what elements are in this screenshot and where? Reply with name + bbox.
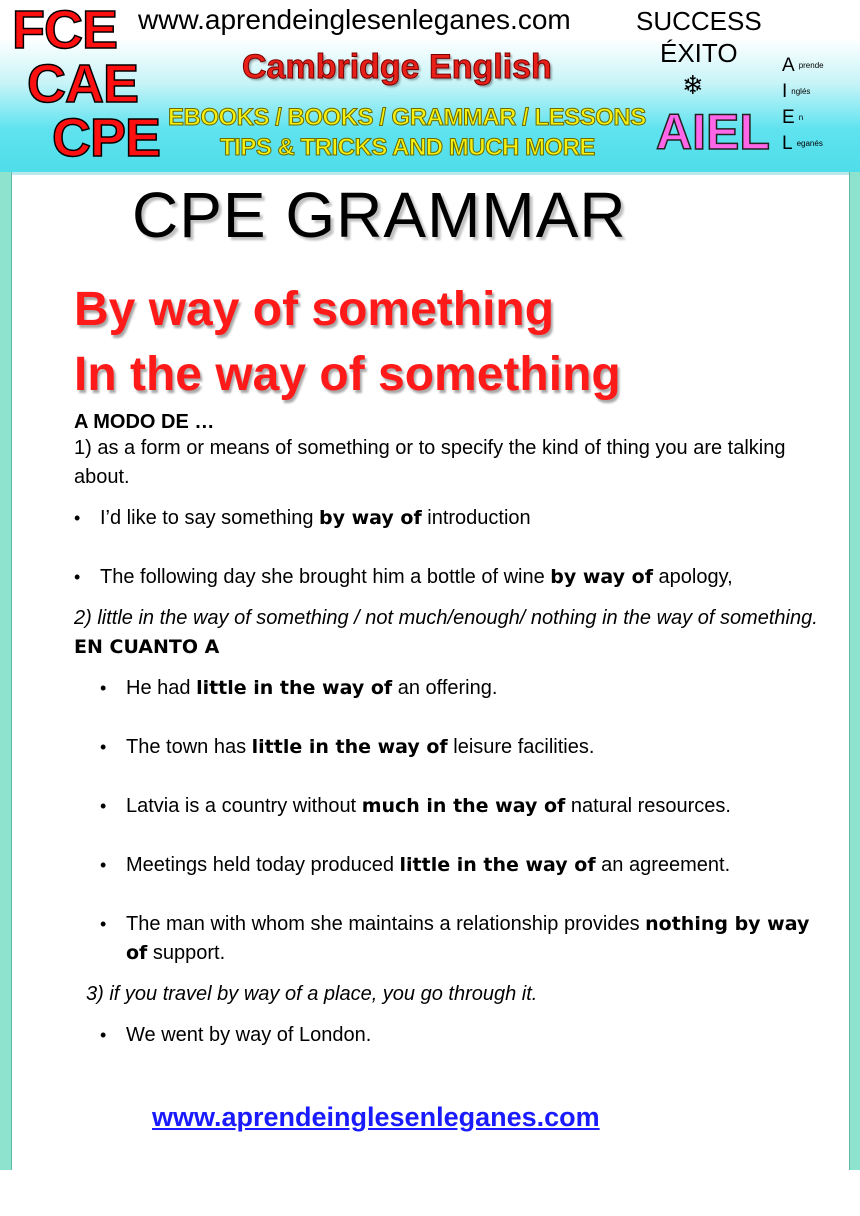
level-cae: CAE bbox=[27, 54, 139, 114]
section3-definition: 3) if you travel by way of a place, you go through it. bbox=[86, 983, 538, 1005]
heading-in-the-way-of: In the way of something bbox=[74, 348, 621, 401]
header-success: SUCCESS bbox=[636, 6, 762, 36]
snowflake-icon: ❄ bbox=[682, 70, 704, 100]
page-title: CPE GRAMMAR bbox=[132, 179, 627, 251]
lesson-content bbox=[74, 410, 834, 1050]
list-item: • He had little in the way of an offering. bbox=[100, 674, 834, 703]
header-banner bbox=[0, 0, 860, 175]
page-border-left bbox=[0, 172, 12, 1170]
aiel-logo: AIEL bbox=[656, 104, 770, 160]
header-brand: Cambridge English bbox=[242, 48, 552, 86]
footer-site-link[interactable]: www.aprendeinglesenleganes.com bbox=[152, 1102, 600, 1132]
subtitle: A MODO DE … bbox=[74, 411, 215, 433]
header-exito: ÉXITO bbox=[660, 38, 738, 68]
level-fce: FCE bbox=[12, 0, 117, 60]
header-tagline-2: TIPS & TRICKS AND MUCH MORE bbox=[220, 134, 595, 161]
list-item: • The man with whom she maintains a relationship provides nothing by way of support. bbox=[100, 910, 834, 968]
acronym-e: En bbox=[782, 107, 804, 129]
list-item: • The town has little in the way of leisure facilities. bbox=[100, 733, 834, 762]
acronym-a: Aprende bbox=[782, 55, 824, 77]
header-site-url[interactable]: www.aprendeinglesenleganes.com bbox=[138, 4, 571, 35]
section1-definition: 1) as a form or means of something or to specify the kind of thing you are talking about. bbox=[74, 437, 786, 488]
level-cpe: CPE bbox=[52, 108, 161, 168]
list-item: • I’d like to say something by way of introduction bbox=[74, 504, 834, 533]
acronym-l: Leganés bbox=[782, 133, 823, 155]
page-border-right bbox=[849, 172, 860, 1170]
section2-definition: 2) little in the way of something / not much/enough/ nothing in the way of something. EN CUANTO A bbox=[74, 607, 818, 658]
list-item: • Latvia is a country without much in the way of natural resources. bbox=[100, 792, 834, 821]
list-item: • Meetings held today produced little in the way of an agreement. bbox=[100, 851, 834, 880]
header-tagline-1: EBOOKS / BOOKS / GRAMMAR / LESSONS bbox=[168, 104, 646, 131]
list-item: • We went by way of London. bbox=[100, 1021, 834, 1050]
acronym-i: Inglés bbox=[782, 81, 811, 103]
list-item: • The following day she brought him a bottle of wine by way of apology, bbox=[74, 563, 834, 592]
heading-by-way-of: By way of something bbox=[74, 283, 555, 336]
